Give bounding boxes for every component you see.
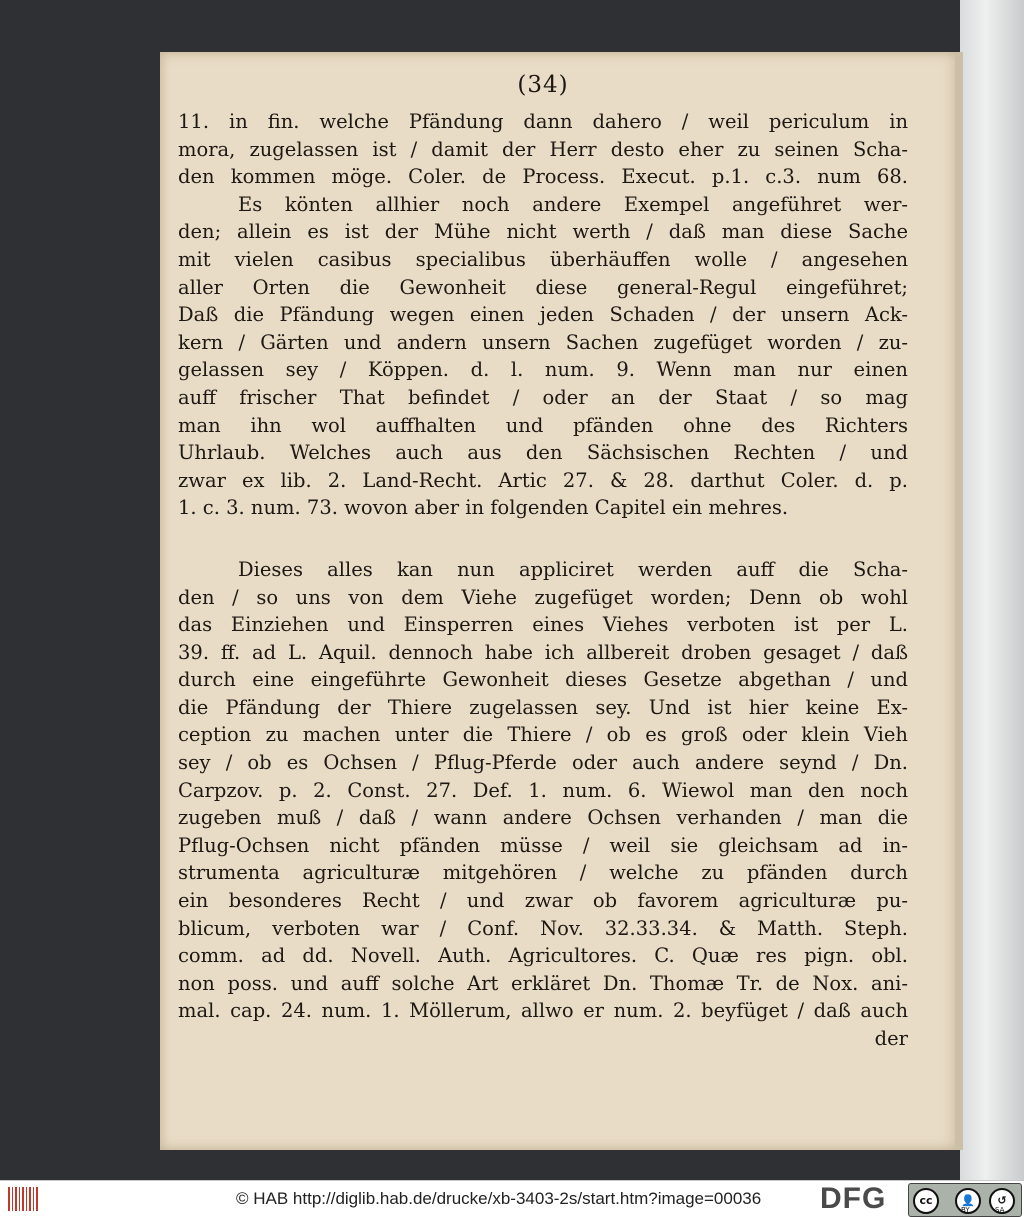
text-line: die Pfändung der Thiere zugelassen sey. Und ist hier keine Ex- xyxy=(178,695,908,719)
paragraph-gap xyxy=(178,522,908,556)
text-line: auff frischer That befindet / oder an der Staat / so mag xyxy=(178,385,908,409)
page-number: (34) xyxy=(517,72,569,98)
text-line: mora, zugelassen ist / damit der Herr desto eher zu seinen Scha- xyxy=(178,137,908,161)
text-line: non poss. und auff solche Art erkläret Dn. Thomæ Tr. de Nox. ani- xyxy=(178,971,908,995)
cc-icon: cc xyxy=(913,1188,939,1214)
scanner-backdrop xyxy=(960,0,1024,1180)
text-line: Pflug-Ochsen nicht pfänden müsse / weil sie gleichsam ad in- xyxy=(178,833,908,857)
text-line: aller Orten die Gewonheit diese general-Regul eingeführet; xyxy=(178,275,908,299)
library-barcode-icon xyxy=(8,1187,38,1211)
footer-bar xyxy=(0,1180,1024,1217)
text-line: das Einziehen und Einsperren eines Viehes verboten ist per L. xyxy=(178,613,908,637)
text-line: ein besonderes Recht / und zwar ob favorem agriculturæ pu- xyxy=(178,889,908,913)
text-line: 39. ff. ad L. Aquil. dennoch habe ich allbereit droben gesaget / daß xyxy=(178,640,908,664)
text-line: Carpzov. p. 2. Const. 27. Def. 1. num. 6. Wiewol man den noch xyxy=(178,778,908,802)
dfg-logo[interactable]: DFG xyxy=(820,1182,887,1215)
text-line: 1. c. 3. num. 73. wovon aber in folgenden Capitel ein mehres. xyxy=(178,496,789,520)
text-line: strumenta agriculturæ mitgehören / welche zu pfänden durch xyxy=(178,861,908,885)
text-line: Es könten allhier noch andere Exempel angeführet wer- xyxy=(238,192,908,216)
text-line: Uhrlaub. Welches auch aus den Sächsischen Rechten / und xyxy=(178,441,908,465)
text-line: zwar ex lib. 2. Land-Recht. Artic 27. & 28. darthut Coler. d. p. xyxy=(178,468,908,492)
sa-label: SA xyxy=(995,1206,1005,1214)
text-line: mal. cap. 24. num. 1. Möllerum, allwo er num. 2. beyfüget / daß auch xyxy=(178,999,908,1023)
text-line: den kommen möge. Coler. de Process. Execut. p.1. c.3. num 68. xyxy=(178,165,908,189)
text-line: ception zu machen unter die Thiere / ob es groß oder klein Vieh xyxy=(178,723,908,747)
page-edge xyxy=(955,52,963,1150)
text-line: kern / Gärten und andern unsern Sachen zugefüget worden / zu- xyxy=(178,330,908,354)
text-line: comm. ad dd. Novell. Auth. Agricultores. C. Quæ res pign. obl. xyxy=(178,944,908,968)
text-line: gelassen sey / Köppen. d. l. num. 9. Wenn man nur einen xyxy=(178,358,908,382)
text-line: mit vielen casibus specialibus überhäuffen wolle / angesehen xyxy=(178,247,908,271)
copyright-link[interactable]: © HAB http://diglib.hab.de/drucke/xb-3403-2s/start.htm?image=00036 xyxy=(236,1189,762,1208)
text-line: den; allein es ist der Mühe nicht werth / daß man diese Sache xyxy=(178,220,908,244)
text-line: Daß die Pfändung wegen einen jeden Schaden / der unsern Ack- xyxy=(178,303,908,327)
text-line: sey / ob es Ochsen / Pflug-Pferde oder auch andere seynd / Dn. xyxy=(178,751,908,775)
text-line: durch eine eingeführte Gewonheit dieses Gesetze abgethan / und xyxy=(178,668,908,692)
text-line: man ihn wol auffhalten und pfänden ohne des Richters xyxy=(178,413,908,437)
page-text xyxy=(178,68,908,1053)
cc-license-badge[interactable] xyxy=(908,1183,1022,1217)
catchword: der xyxy=(874,1027,908,1050)
text-line: blicum, verboten war / Conf. Nov. 32.33.34. & Matth. Steph. xyxy=(178,916,908,940)
by-label: BY xyxy=(961,1206,970,1214)
text-line: zugeben muß / daß / wann andere Ochsen verhanden / man die xyxy=(178,806,908,830)
text-line: Dieses alles kan nun appliciret werden auff die Scha- xyxy=(238,557,908,581)
text-line: den / so uns von dem Viehe zugefüget worden; Denn ob wohl xyxy=(178,585,908,609)
share-alike-icon: ↺ xyxy=(989,1188,1015,1214)
attribution-icon: 👤 xyxy=(955,1188,981,1214)
text-line: 11. in fin. welche Pfändung dann dahero / weil periculum in xyxy=(178,110,908,133)
